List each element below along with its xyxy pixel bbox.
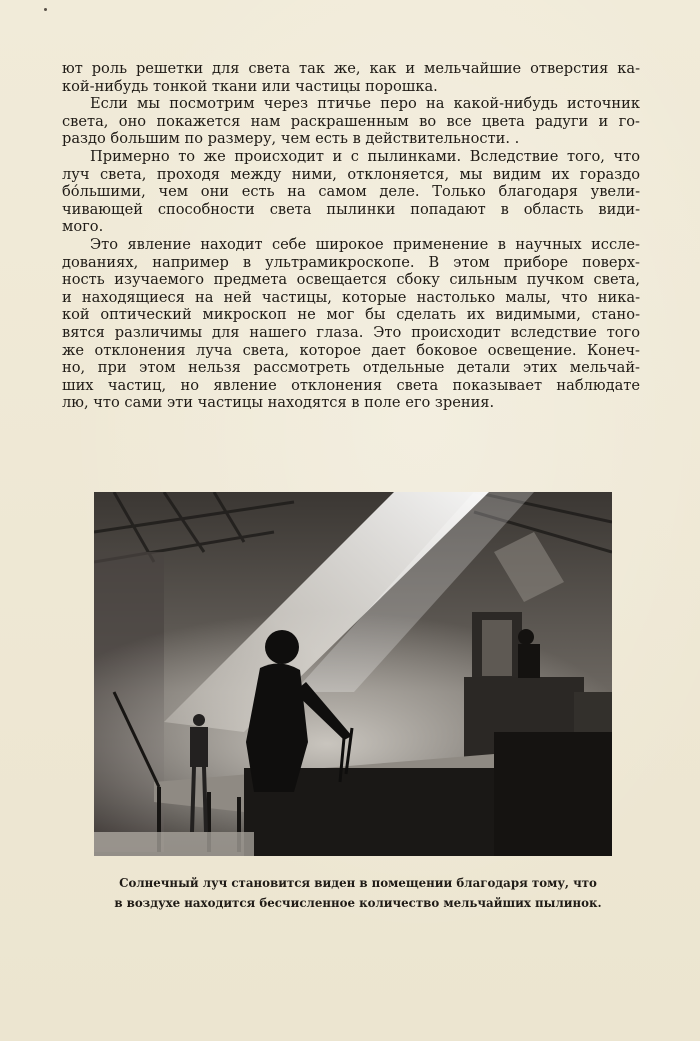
- body-text: [62, 60, 640, 412]
- text-line: ют роль решетки для света так же, как и мельчайшие отверстия ка-: [62, 60, 640, 77]
- page-speck: [44, 8, 47, 11]
- text-line: чивающей способности света пылинки попадают в область види-: [62, 200, 640, 218]
- text-line: вятся различимы для нашего глаза. Это происходит вследствие того: [62, 323, 640, 341]
- text-line: Это явление находит себе широкое применение в научных иссле-: [90, 235, 640, 253]
- text-line: бо́льшими, чем они есть на самом деле. Только благодаря увели-: [62, 183, 640, 201]
- text-line: раздо большим по размеру, чем есть в действительности. .: [62, 130, 520, 148]
- text-line: Примерно то же происходит и с пылинками. Вследствие того, что: [90, 147, 640, 165]
- factory-sunbeam-photo: [94, 492, 612, 856]
- text-line: и находящиеся на ней частицы, которые настолько малы, что ника-: [62, 288, 640, 306]
- text-line: ших частиц, но явление отклонения света показывает наблюдате: [62, 376, 640, 394]
- text-line: дованиях, например в ультрамикроскопе. В этом приборе поверх-: [62, 253, 640, 271]
- text-line: кой-нибудь тонкой ткани или частицы порошка.: [62, 77, 438, 95]
- text-line: кой оптический микроскоп не мог бы сделать их видимыми, стано-: [62, 306, 640, 324]
- text-line: лю, что сами эти частицы находятся в поле его зрения.: [62, 394, 495, 412]
- text-line: же отклонения луча света, которое дает боковое освещение. Конеч-: [62, 341, 640, 359]
- text-line: луч света, проходя между ними, отклоняется, мы видим их гораздо: [62, 165, 640, 183]
- text-line: Если мы посмотрим через птичье перо на какой-нибудь источник: [90, 95, 640, 113]
- photo-caption: [108, 873, 608, 913]
- caption-line-2: в воздухе находится бесчисленное количество мельчайших пылинок.: [114, 896, 602, 910]
- text-line: мого.: [62, 218, 104, 236]
- text-line: но, при этом нельзя рассмотреть отдельные детали этих мельчай-: [62, 359, 640, 377]
- text-line: ность изучаемого предмета освещается сбоку сильным пучком света,: [62, 271, 640, 289]
- caption-line-1: Солнечный луч становится виден в помещении благодаря тому, что: [119, 876, 597, 890]
- text-line: света, оно покажется нам раскрашенным во все цвета радуги и го-: [62, 112, 640, 130]
